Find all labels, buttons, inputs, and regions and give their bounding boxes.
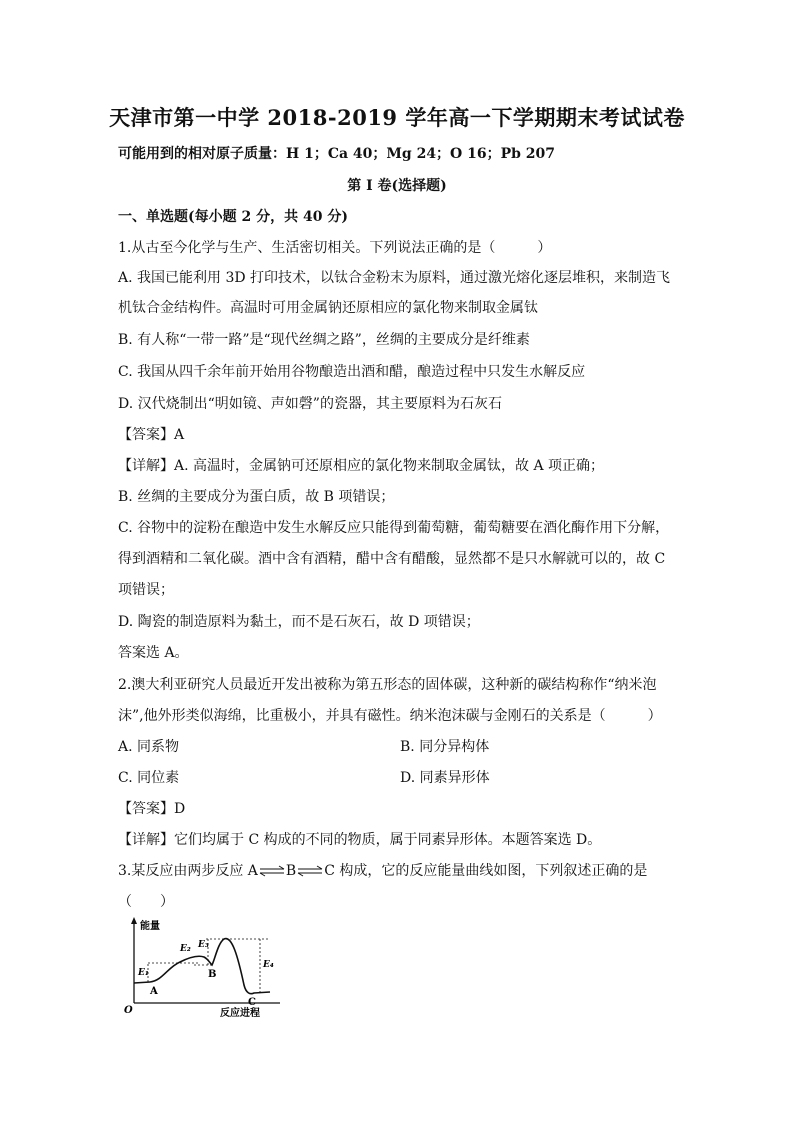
e2-label: E₂ (180, 944, 191, 954)
q1-explain-4: 得到酒精和二氧化碳。酒中含有酒精，醋中含有醋酸，显然都不是只水解就可以的，故 C (118, 551, 666, 567)
q1-option-d: D. 汉代烧制出“明如镜、声如磬”的瓷器，其主要原料为石灰石 (118, 396, 502, 412)
q2-option-c: C. 同位素 (118, 770, 180, 786)
y-axis-label: 能量 (140, 921, 160, 932)
q1-answer: 【答案】A (118, 427, 185, 443)
point-b-label: B (208, 969, 217, 980)
q2-answer: 【答案】D (118, 801, 186, 817)
reversible-arrow-icon (258, 865, 286, 877)
e4-label: E₄ (263, 960, 274, 970)
point-a-label: A (150, 986, 158, 997)
q3-stem (118, 861, 647, 881)
q2-stem-line1: 2.澳大利亚研究人员最近开发出被称为第五形态的固体碳，这种新的碳结构称作“纳米泡 (118, 677, 657, 693)
q1-option-a-line1: A. 我国已能利用 3D 打印技术，以钛合金粉末为原料，通过激光熔化逐层堆积，来制造飞 (118, 270, 671, 286)
q1-explain-3: C. 谷物中的淀粉在酿造中发生水解反应只能得到葡萄糖，葡萄糖要在酒化酶作用下分解， (118, 520, 670, 536)
e1-label: E₁ (138, 968, 149, 978)
q2-option-row-2 (118, 768, 490, 788)
y-axis-arrow (131, 917, 137, 924)
q1-explain-2: B. 丝绸的主要成分为蛋白质，故 B 项错误； (118, 489, 395, 505)
q2-option-row-1 (118, 737, 490, 757)
q3-paren: （ ） (118, 894, 174, 910)
atomic-masses-note: 可能用到的相对原子质量：H 1；Ca 40；Mg 24；O 16；Pb 207 (118, 146, 556, 162)
q1-explain-6: D. 陶瓷的制造原料为黏土，而不是石灰石，故 D 项错误； (118, 614, 480, 630)
q1-explain-1: 【详解】A. 高温时，金属钠可还原相应的氯化物来制取金属钛，故 A 项正确； (118, 458, 605, 474)
q1-final-answer: 答案选 A。 (118, 645, 189, 661)
energy-diagram (120, 915, 290, 1020)
x-axis-label: 反应进程 (220, 1008, 260, 1019)
q3-stem-part1: 3.某反应由两步反应 A (118, 863, 258, 879)
q1-stem: 1.从古至今化学与生产、生活密切相关。下列说法正确的是（ ） (118, 240, 552, 256)
q1-explain-5: 项错误； (118, 582, 174, 598)
reversible-arrow-icon (296, 865, 324, 877)
q3-stem-part2: B (285, 863, 297, 879)
q2-option-b: B. 同分异构体 (400, 739, 490, 755)
q3-stem-part3: C 构成，它的反应能量曲线如图，下列叙述正确的是 (324, 863, 648, 879)
q2-explain: 【详解】它们均属于 C 构成的不同的物质，属于同素异形体。本题答案选 D。 (118, 832, 602, 848)
e3-label: E₃ (198, 940, 209, 950)
section-title: 第 Ⅰ 卷(选择题) (347, 178, 447, 194)
q1-option-b: B. 有人称“一带一路”是“现代丝绸之路”，丝绸的主要成分是纤维素 (118, 332, 530, 348)
q2-option-a: A. 同系物 (118, 739, 180, 755)
q2-option-d: D. 同素异形体 (400, 770, 490, 786)
exam-title: 天津市第一中学 2018-2019 学年高一下学期期末考试试卷 (109, 105, 685, 130)
point-c-label: C (248, 997, 256, 1008)
origin-label: O (124, 1005, 133, 1016)
q1-option-c: C. 我国从四千余年前开始用谷物酿造出酒和醋，酿造过程中只发生水解反应 (118, 364, 586, 380)
part-heading: 一、单选题(每小题 2 分，共 40 分) (118, 209, 348, 225)
q1-option-a-line2: 机钛合金结构件。高温时可用金属钠还原相应的氯化物来制取金属钛 (118, 300, 538, 316)
q2-stem-line2: 沫”,他外形类似海绵，比重极小，并具有磁性。纳米泡沫碳与金刚石的关系是（ ） (118, 708, 662, 724)
